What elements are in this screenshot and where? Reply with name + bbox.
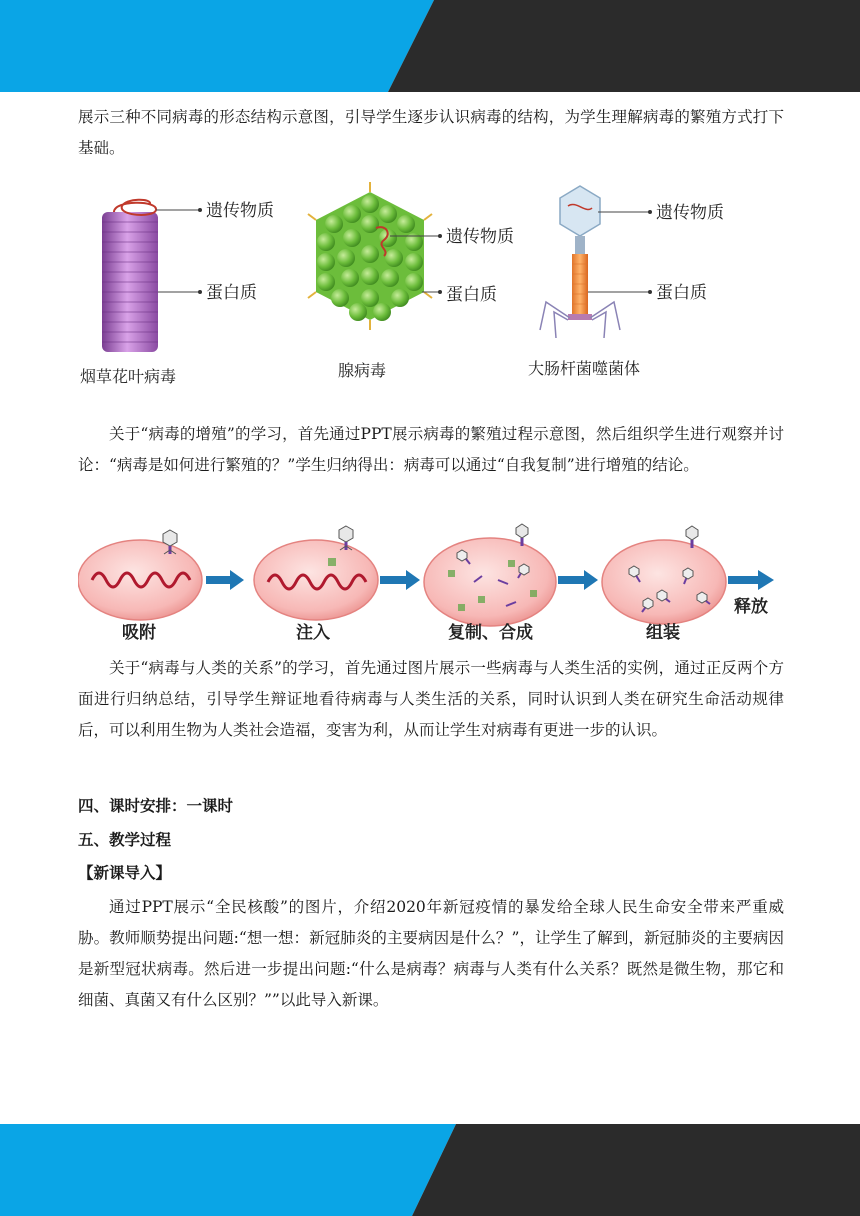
step-label-replication: 复制、合成 (448, 623, 533, 643)
new-lesson-paragraph: 通过PPT展示“全民核酸”的图片，介绍2020年新冠疫情的暴发给全球人民生命安全带来严重威胁。教师顺势提出问题:“想一想：新冠肺炎的主要病因是什么？”，让学生了解到，新冠肺炎的主要病因是新型冠状病毒。然后进一步提出问题:“什么是病毒？病毒与人类有什么关系？既然是微生物，那它和细菌、真菌又有什么区别？””以此导入新课。 (78, 898, 784, 1009)
tmv-protein-label: 蛋白质 (206, 283, 257, 303)
phage-protein-label: 蛋白质 (656, 283, 707, 303)
step-replication-cell (424, 524, 556, 626)
footer-band (0, 1124, 860, 1216)
subsection-new-lesson-intro: 【新课导入】 (78, 864, 172, 882)
header-band (0, 0, 860, 92)
adenovirus-illustration (308, 182, 442, 330)
section-teaching-process: 五、教学过程 (78, 831, 172, 849)
tmv-caption: 烟草花叶病毒 (80, 367, 177, 386)
tmv-virus-illustration (102, 200, 202, 352)
virus-structure-figure (70, 180, 790, 395)
adeno-genetic-label: 遗传物质 (446, 227, 514, 247)
adeno-protein-label: 蛋白质 (446, 285, 497, 305)
arrow-3 (558, 570, 598, 590)
step-label-assembly: 组装 (646, 623, 680, 643)
virus-reproduction-figure (78, 520, 786, 646)
step-injection-cell (254, 526, 378, 620)
phage-caption: 大肠杆菌噬菌体 (528, 359, 641, 378)
reproduction-paragraph: 关于“病毒的增殖”的学习，首先通过PPT展示病毒的繁殖过程示意图，然后组织学生进行观察并讨论：“病毒是如何进行繁殖的？”学生归纳得出：病毒可以通过“自我复制”进行增殖的结论。 (78, 425, 784, 474)
step-label-injection: 注入 (296, 623, 330, 643)
adeno-caption: 腺病毒 (338, 361, 387, 380)
step-adsorption-cell (78, 530, 202, 620)
bacteriophage-illustration (540, 186, 652, 338)
arrow-2 (380, 570, 420, 590)
step-label-adsorption: 吸附 (122, 623, 156, 643)
phage-genetic-label: 遗传物质 (656, 203, 724, 223)
intro-paragraph: 展示三种不同病毒的形态结构示意图，引导学生逐步认识病毒的结构，为学生理解病毒的繁殖方式打下基础。 (78, 108, 784, 157)
section-class-hours: 四、课时安排：一课时 (78, 797, 234, 815)
step-assembly-cell (602, 526, 726, 624)
relation-paragraph: 关于“病毒与人类的关系”的学习，首先通过图片展示一些病毒与人类生活的实例，通过正反两个方面进行归纳总结，引导学生辩证地看待病毒与人类生活的关系，同时认识到人类在研究生命活动规律后，可以利用生物为人类社会造福，变害为利，从而让学生对病毒有更进一步的认识。 (78, 659, 784, 739)
arrow-4 (728, 570, 774, 590)
tmv-genetic-label: 遗传物质 (206, 201, 274, 221)
arrow-1 (206, 570, 244, 590)
release-label: 释放 (734, 597, 768, 617)
